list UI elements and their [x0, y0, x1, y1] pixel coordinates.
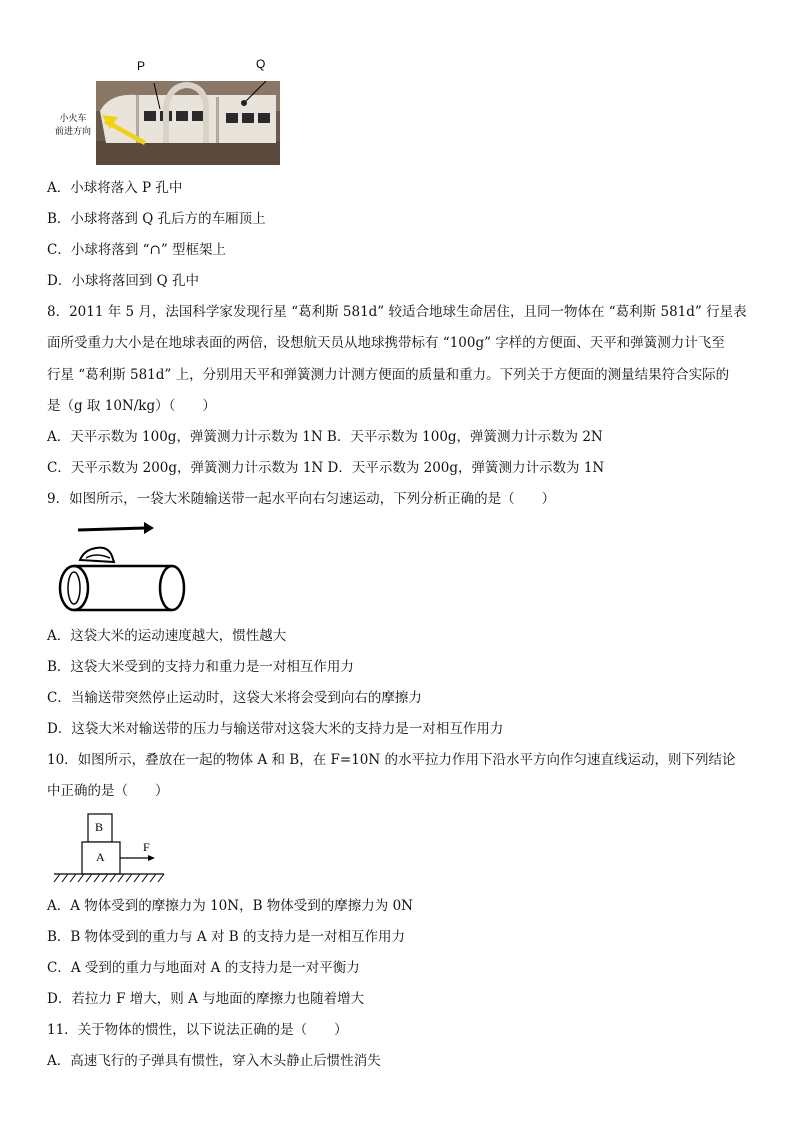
q8-stem-line3: 行星 “葛利斯 581d” 上，分别用天平和弹簧测力计测方便面的质量和重力。下列关于方便面的测量结果符合实际的: [47, 367, 730, 383]
q9-stem: 9．如图所示，一袋大米随输送带一起水平向右匀速运动，下列分析正确的是（ ）: [47, 491, 556, 507]
q8-stem-line2: 面所受重力大小是在地球表面的两倍，设想航天员从地球携带标有 “100g” 字样的方便面、天平和弹簧测力计飞至: [47, 335, 725, 351]
q9-option-a: A．这袋大米的运动速度越大，惯性越大: [47, 628, 287, 644]
q8-stem-line1: 8．2011 年 5 月，法国科学家发现行星 “葛利斯 581d” 较适合地球生命居住，且同一物体在 “葛利斯 581d” 行星表: [47, 304, 747, 320]
q9-option-b: B．这袋大米受到的支持力和重力是一对相互作用力: [47, 659, 354, 675]
label-q: Q: [256, 57, 266, 71]
train-figure: [40, 55, 290, 167]
block-a-label: A: [96, 850, 105, 864]
direction-caption-line1: 小火车: [59, 114, 87, 124]
q10-option-a: A．A 物体受到的摩擦力为 10N，B 物体受到的摩擦力为 0N: [47, 898, 413, 914]
conveyor-figure: [52, 518, 192, 614]
label-p: P: [137, 59, 146, 73]
q9-option-d: D．这袋大米对输送带的压力与输送带对这袋大米的支持力是一对相互作用力: [47, 721, 504, 737]
q8-options-cd: C．天平示数为 200g，弹簧测力计示数为 1N D．天平示数为 200g，弹簧测力计示数为 1N: [47, 460, 605, 476]
direction-caption: [48, 113, 98, 139]
q11-option-a: A．高速飞行的子弹具有惯性，穿入木头静止后惯性消失: [47, 1053, 381, 1069]
q7-option-d: D．小球将落回到 Q 孔中: [47, 273, 199, 289]
q7-option-b: B．小球将落到 Q 孔后方的车厢顶上: [47, 211, 266, 227]
q10-option-b: B．B 物体受到的重力与 A 对 B 的支持力是一对相互作用力: [47, 929, 405, 945]
q10-option-d: D．若拉力 F 增大，则 A 与地面的摩擦力也随着增大: [47, 991, 365, 1007]
blocks-drawing: [52, 812, 172, 886]
q8-stem-line4: 是（g 取 10N/kg）（ ）: [47, 398, 216, 414]
blocks-figure: [52, 812, 172, 886]
q10-option-c: C．A 受到的重力与地面对 A 的支持力是一对平衡力: [47, 960, 360, 976]
q11-stem: 11．关于物体的惯性，以下说法正确的是（ ）: [47, 1022, 348, 1038]
q10-stem-line1: 10．如图所示，叠放在一起的物体 A 和 B，在 F=10N 的水平拉力作用下沿水平方向作匀速直线运动，则下列结论: [47, 752, 736, 768]
q7-option-c: C．小球将落到 “∩” 型框架上: [47, 242, 227, 258]
q7-option-a: A．小球将落入 P 孔中: [47, 180, 183, 196]
q10-stem-line2: 中正确的是（ ）: [47, 783, 169, 799]
q9-option-c: C．当输送带突然停止运动时，这袋大米将会受到向右的摩擦力: [47, 690, 422, 706]
block-b-label: B: [95, 820, 104, 834]
force-label: F: [143, 840, 150, 854]
direction-caption-line2: 前进方向: [54, 127, 91, 137]
train-photo: [96, 81, 280, 165]
q8-options-ab: A．天平示数为 100g，弹簧测力计示数为 1N B．天平示数为 100g，弹簧测力计示数为 2N: [47, 429, 603, 445]
